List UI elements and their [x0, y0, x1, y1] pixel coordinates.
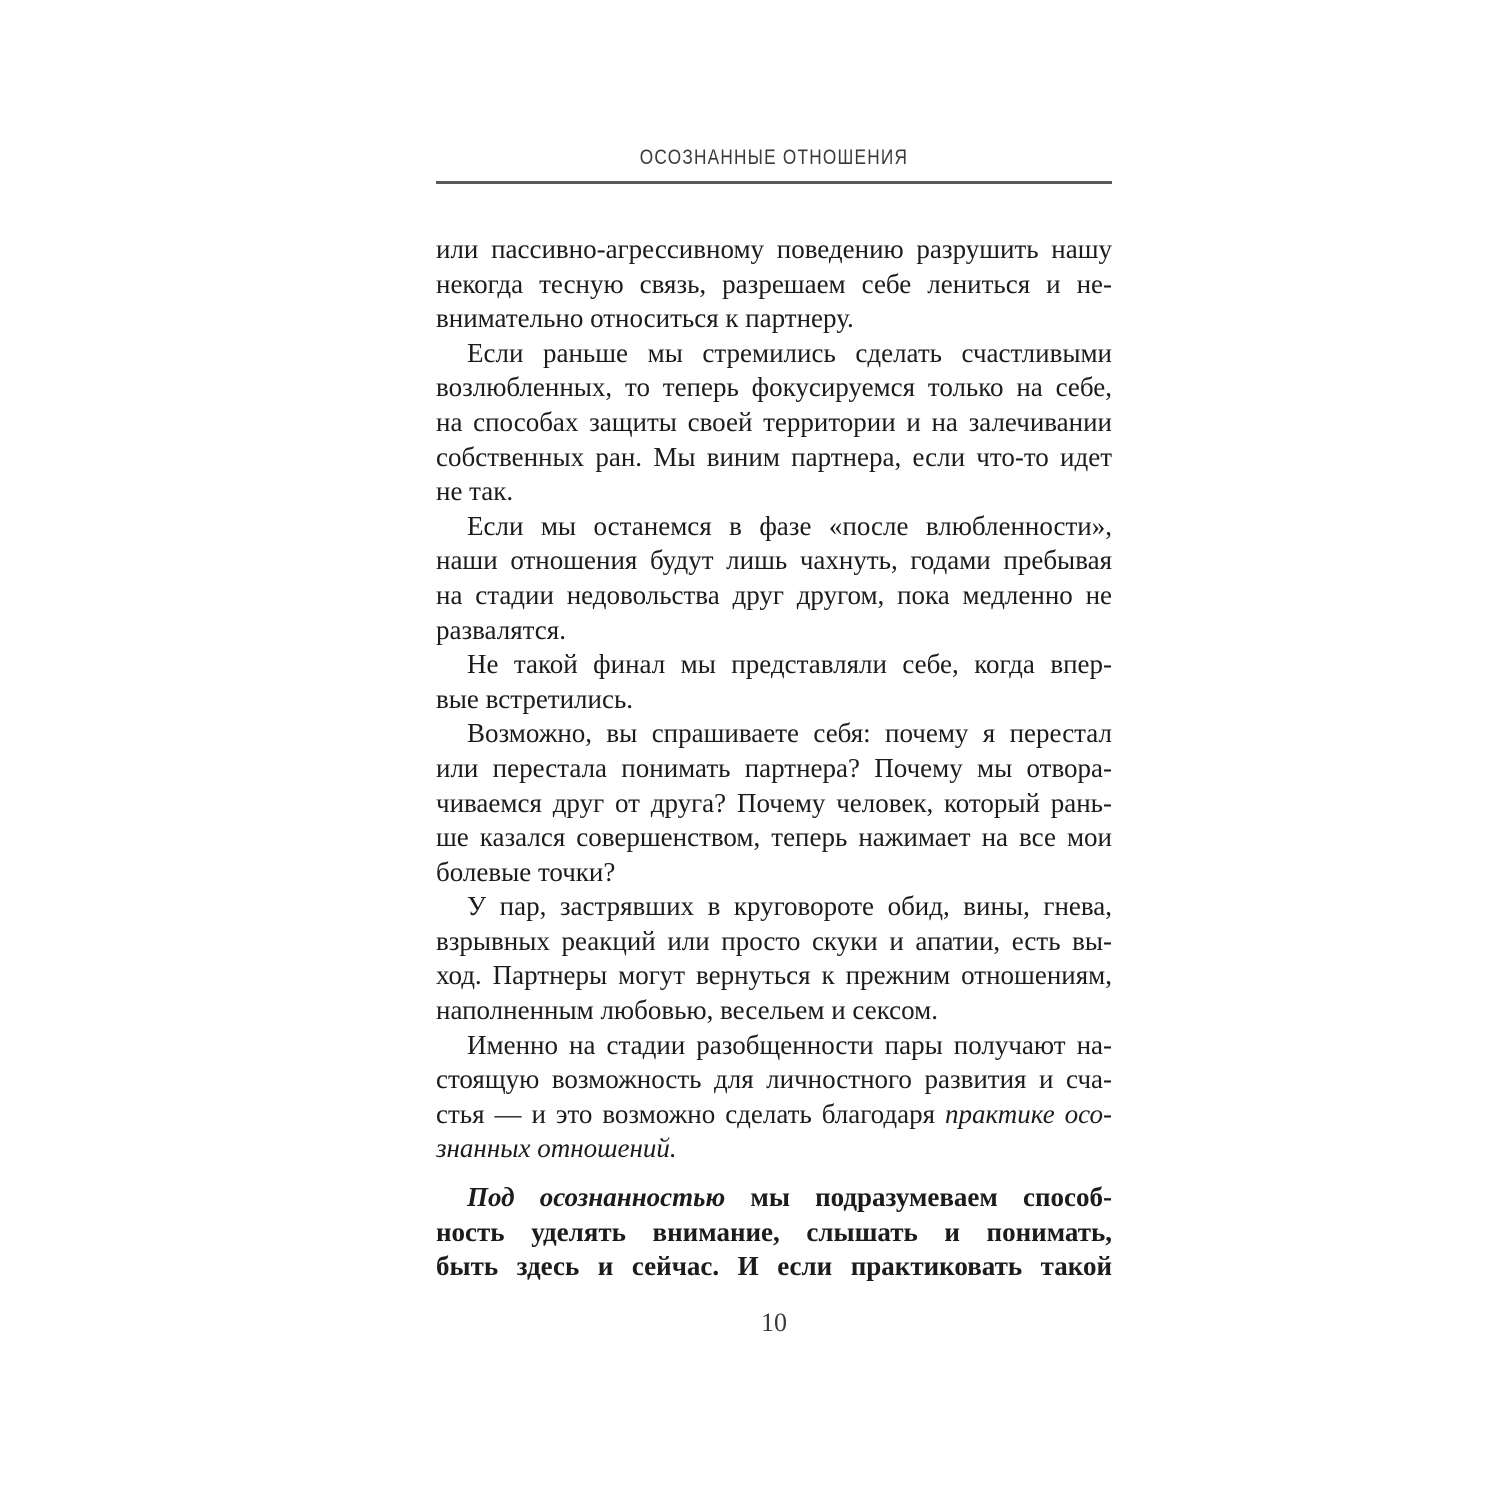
- paragraph-1: [436, 232, 1112, 336]
- text-line: возлюбленных, то теперь фокусируемся только на себе,: [436, 372, 1112, 403]
- paragraph-3: [436, 509, 1112, 647]
- text-line: чиваемся друг от друга? Почему человек, который рань-: [436, 787, 1112, 818]
- emphasis-text: практике осо-: [945, 1098, 1112, 1129]
- text-line: ность уделять внимание, слышать и понимать,: [436, 1216, 1112, 1247]
- text-line: наполненным любовью, весельем и сексом.: [436, 995, 938, 1026]
- text-line: болевые точки?: [436, 856, 616, 887]
- text-segment: мы подразумеваем способ-: [725, 1182, 1112, 1213]
- text-line: взрывных реакций или просто скуки и апатии, есть вы-: [436, 925, 1112, 956]
- text-line: [436, 1180, 1112, 1215]
- body-text: [436, 232, 1112, 1284]
- paragraph-5: [436, 716, 1112, 889]
- text-line: вые встретились.: [436, 683, 634, 714]
- text-line: Не такой финал мы представляли себе, когда впер-: [467, 649, 1112, 680]
- paragraph-7: [436, 1028, 1112, 1166]
- text-line: быть здесь и сейчас. И если практиковать такой: [436, 1251, 1112, 1282]
- text-line: на стадии недовольства друг другом, пока медленно не: [436, 579, 1112, 610]
- text-line: на способах защиты своей территории и на залечивании: [436, 406, 1112, 437]
- text-line: внимательно относиться к партнеру.: [436, 303, 854, 334]
- text-line: Если мы останемся в фазе «после влюбленности»,: [467, 510, 1112, 541]
- text-line: У пар, застрявших в круговороте обид, вины, гнева,: [467, 891, 1112, 922]
- paragraph-4: [436, 647, 1112, 716]
- paragraph-2: [436, 336, 1112, 509]
- header-rule: [436, 181, 1112, 184]
- text-line: стоящую возможность для личностного развития и сча-: [436, 1064, 1112, 1095]
- text-line: Если раньше мы стремились сделать счастливыми: [467, 337, 1112, 368]
- text-line: наши отношения будут лишь чахнуть, годами пребывая: [436, 545, 1112, 576]
- text-segment: стья — и это возможно сделать благодаря: [436, 1098, 945, 1129]
- text-line: [436, 1097, 1112, 1132]
- paragraph-8-bold: [436, 1180, 1112, 1284]
- text-line: или перестала понимать партнера? Почему мы отвора-: [436, 752, 1112, 783]
- text-line: ше казался совершенством, теперь нажимает на все мои: [436, 822, 1112, 853]
- text-line: развалятся.: [436, 614, 566, 645]
- text-line: не так.: [436, 476, 514, 507]
- text-line: или пассивно-агрессивному поведению разрушить нашу: [436, 234, 1112, 264]
- emphasis-text: знанных отношений.: [436, 1133, 677, 1164]
- running-title: ОСОЗНАННЫЕ ОТНОШЕНИЯ: [639, 146, 909, 169]
- text-line: ход. Партнеры могут вернуться к прежним отношениям,: [436, 960, 1112, 991]
- text-line: некогда тесную связь, разрешаем себе лениться и не-: [436, 268, 1112, 299]
- text-line: Возможно, вы спрашиваете себя: почему я перестал: [467, 718, 1112, 749]
- paragraph-6: [436, 889, 1112, 1027]
- text-line: собственных ран. Мы виним партнера, если что-то идет: [436, 441, 1112, 472]
- emphasis-text: Под осознанностью: [467, 1182, 726, 1213]
- text-line: Именно на стадии разобщенности пары получают на-: [467, 1029, 1112, 1060]
- page-number: 10: [761, 1308, 787, 1337]
